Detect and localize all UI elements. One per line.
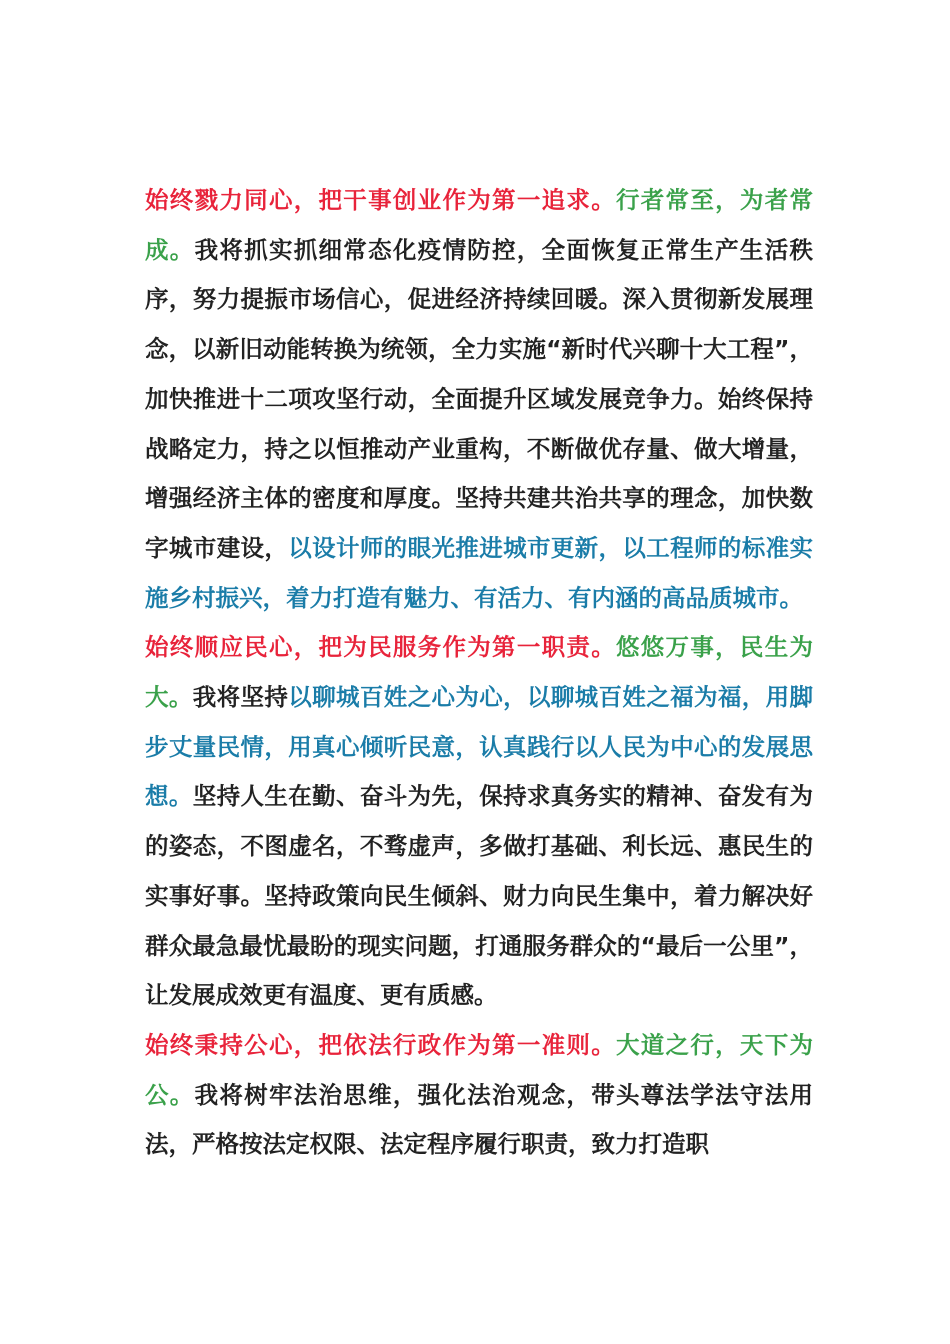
paragraph-rule-of-law — [145, 1021, 813, 1170]
heading-red: 始终戮力同心，把干事创业作为第一追求。 — [145, 186, 616, 214]
highlight-blue: 以聊城百姓之心为心，以聊城百姓之福为福，用脚步丈量民情，用真心倾听民意，认真践行以人民为中心的发展思想。 — [145, 683, 814, 811]
paragraph-livelihood — [145, 623, 813, 1021]
body-text: 我将抓实抓细常态化疫情防控，全面恢复正常生产生活秩序，努力提振市场信心，促进经济持续回暖。深入贯彻新发展理念，以新旧动能转换为统领，全力实施“新时代兴聊十大工程”，加快推进十二项攻坚行动，全面提升区域发展竞争力。始终保持战略定力，持之以恒推动产业重构，不断做优存量、做大增量，增强经济主体的密度和厚度。坚持共建共治共享的理念，加快数字城市建设， — [145, 235, 814, 562]
proverb-green: 悠悠万事，民生为大。 — [145, 633, 814, 712]
body-text: 坚持人生在勤、奋斗为先，保持求真务实的精神、奋发有为的姿态，不图虚名，不骛虚声，多做打基础、利长远、惠民生的实事好事。坚持政策向民生倾斜、财力向民生集中，着力解决好群众最急最忧最盼的现实问题，打通服务群众的“最后一公里”，让发展成效更有温度、更有质感。 — [145, 782, 814, 1010]
heading-red: 始终顺应民心，把为民服务作为第一职责。 — [145, 633, 616, 662]
proverb-green: 大道之行，天下为公。 — [145, 1030, 814, 1109]
body-text: 我将坚持 — [192, 683, 289, 712]
proverb-green: 行者常至，为者常成。 — [145, 186, 814, 264]
highlight-blue: 以设计师的眼光推进城市更新，以工程师的标准实施乡村振兴，着力打造有魅力、有活力、有内涵的高品质城市。 — [145, 533, 814, 612]
heading-red: 始终秉持公心，把依法行政作为第一准则。 — [145, 1030, 616, 1059]
paragraph-economy — [145, 176, 813, 623]
document-page — [145, 176, 813, 1170]
body-text: 我将树牢法治思维，强化法治观念，带头尊法学法守法用法，严格按法定权限、法定程序履行职责，致力打造职 — [145, 1080, 814, 1159]
